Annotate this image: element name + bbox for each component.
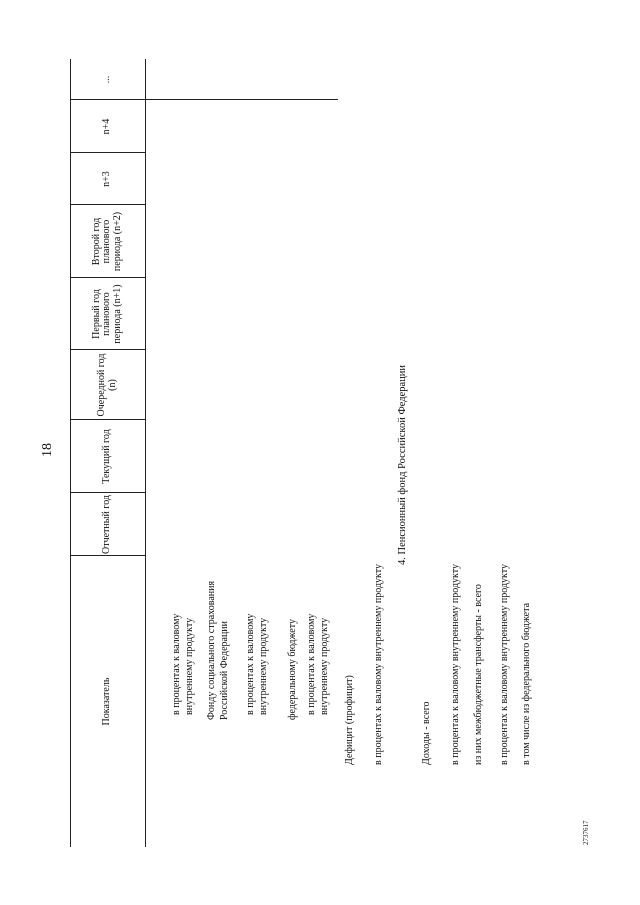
column-header: Очередной год (n) [96, 353, 118, 417]
section-row: из них межбюджетные трансферты - всего [473, 584, 484, 765]
column-header: Отчетный год [101, 494, 113, 554]
table-row: в процентах к валовому внутреннему продукту [171, 613, 195, 715]
table-row: Фонду социального страхования Российской Федерации [206, 580, 230, 720]
section-row: в том числе из федерального бюджета [521, 602, 532, 765]
table-row: федеральному бюджету [287, 619, 298, 720]
table-row: в процентах к валовому внутреннему продукту [373, 564, 384, 765]
table-header-border [145, 59, 146, 847]
document-id: 2737617 [582, 820, 590, 845]
section-row: Доходы - всего [421, 701, 432, 765]
section-title: 4. Пенсионный фонд Российской Федерации [397, 364, 408, 565]
table-row: Дефицит (профицит) [344, 675, 355, 765]
table-row: в процентах к валовому внутреннему продукту [306, 613, 330, 715]
column-header: n+3 [101, 171, 113, 187]
column-header: ... [101, 75, 113, 84]
table-row: в процентах к валовому внутреннему продукту [245, 613, 269, 715]
section-row: в процентах к валовому внутреннему продукту [450, 564, 461, 765]
column-header: n+4 [101, 118, 113, 135]
column-header: Показатель [101, 677, 113, 726]
page-number: 18 [40, 443, 55, 457]
column-header: Текущий год [101, 429, 113, 484]
section-row: в процентах к валовому внутреннему продукту [499, 564, 510, 765]
column-header: Второй год планового периода (n+2) [90, 211, 123, 272]
column-header: Первый год планового периода (n+1) [90, 284, 123, 344]
